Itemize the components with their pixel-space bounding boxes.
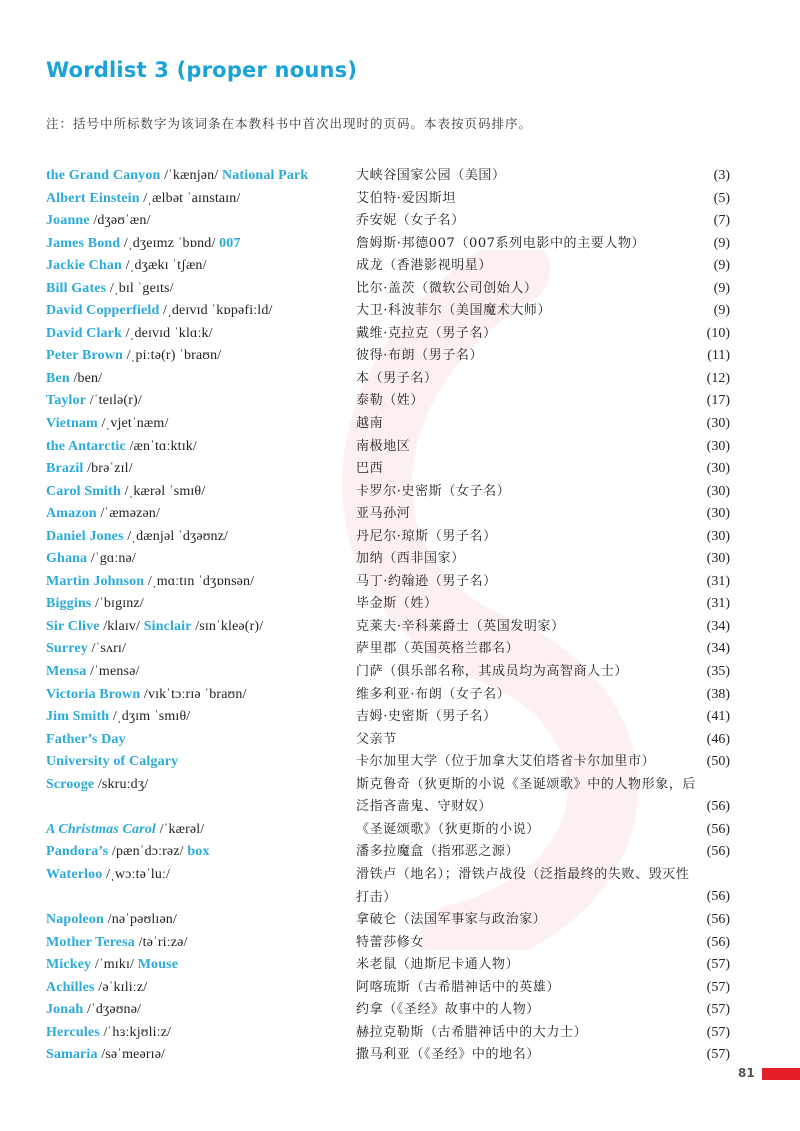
entry-pronunciation: /ˈkærəl/ [155,821,205,837]
entry-term: Amazon [46,506,97,522]
entry-pronunciation: /təˈriːzə/ [134,934,188,950]
entry-english [46,641,126,657]
list-item [0,932,800,955]
entry-page-ref: (9) [713,258,730,274]
entry-english [46,484,205,500]
entry-pronunciation: /ˈteɪlə(r)/ [86,393,142,409]
entry-page-ref: (57) [706,1047,730,1063]
list-item [0,458,800,481]
entry-term: Scrooge [46,776,95,792]
entry-page-ref: (11) [707,348,730,364]
entry-term: National Park [221,168,309,183]
list-item [0,751,800,774]
entry-chinese: 本（男子名） [356,370,438,386]
entry-term: Ben [46,370,70,386]
entry-page-ref: (9) [713,235,730,251]
entry-english [46,844,210,860]
entry-english [46,912,177,928]
page-note: 注：括号中所标数字为该词条在本教科书中首次出现时的页码。本表按页码排序。 [46,116,533,131]
entry-chinese: 维多利亚·布朗（女子名） [356,686,511,702]
entry-chinese: 泰勒（姓） [356,393,425,409]
entry-pronunciation: /ˈhɜːkjʊliːz/ [99,1024,172,1040]
entry-chinese: 巴西 [356,461,384,477]
entry-term: James Bond [46,235,121,251]
entry-term: A Christmas Carol [46,821,156,837]
entry-chinese: 毕金斯（姓） [356,596,438,612]
entry-term: Pandora’s [46,844,109,860]
entry-pronunciation: /vɪkˈtɔːrɪə ˈbraʊn/ [140,686,247,702]
list-item [0,278,800,301]
entry-chinese: 滑铁卢（地名）；滑铁卢战役（泛指最终的失败、毁灭性打击） [356,866,690,905]
list-item [0,774,800,819]
entry-page-ref: (50) [706,754,730,770]
entry-page-ref: (7) [713,213,730,229]
entry-term: Joanne [46,213,90,229]
entry-page-ref: (9) [713,303,730,319]
entry-term: Albert Einstein [46,190,140,206]
entry-english [46,303,273,319]
entry-english [46,664,139,680]
entry-term: Waterloo [46,866,103,882]
entry-chinese: 大卫·科波菲尔（美国魔术大师） [356,303,552,319]
entry-pronunciation: /ˈbɪgɪnz/ [91,596,144,612]
entry-term: Mother Teresa [46,934,135,950]
list-item [0,999,800,1022]
entry-term: 007 [219,235,241,251]
entry-pronunciation: /nəˈpəʊlɪən/ [104,912,177,928]
entry-chinese: 吉姆·史密斯（男子名） [356,709,497,725]
list-item [0,188,800,211]
entry-english [46,529,228,545]
entry-page-ref: (56) [706,799,730,815]
entry-chinese: 詹姆斯·邦德007（007系列电影中的主要人物） [356,235,646,251]
list-item [0,300,800,323]
entry-pronunciation: /sɪnˈkleə(r)/ [191,618,264,634]
entry-english [46,416,168,432]
entry-page-ref: (57) [706,1002,730,1018]
entry-pronunciation: /ænˈtɑːktɪk/ [125,438,197,454]
entry-chinese: 潘多拉魔盒（指邪恶之源） [356,844,520,860]
entry-term: Taylor [46,393,87,409]
entry-term: Jonah [46,1002,84,1018]
entry-english [46,393,142,409]
entry-page-ref: (9) [713,280,730,296]
entry-pronunciation: /klaɪv/ [99,618,144,634]
entry-english [46,439,197,455]
entry-english [46,822,204,838]
entry-page-ref: (30) [706,461,730,477]
list-item [0,390,800,413]
entry-pronunciation: /ˈdʒəʊnə/ [83,1002,142,1018]
entry-pronunciation: /ˈsʌrɪ/ [87,641,127,657]
entry-chinese: 父亲节 [356,731,397,747]
list-item [0,436,800,459]
entry-term: Martin Johnson [46,573,145,589]
entry-chinese: 撒马利亚（《圣经》中的地名） [356,1047,540,1063]
entry-english [46,191,240,207]
entry-term: the Grand Canyon [46,168,161,183]
entry-page-ref: (56) [706,934,730,950]
entry-term: Surrey [46,641,88,657]
entry-chinese: 约拿（《圣经》故事中的人物） [356,1002,540,1018]
entry-term: Daniel Jones [46,528,124,544]
entry-chinese: 卡罗尔·史密斯（女子名） [356,483,511,499]
list-item [0,345,800,368]
entry-pronunciation: /ˌdʒɪm ˈsmɪθ/ [109,709,191,725]
entry-english [46,348,221,364]
list-item [0,819,800,842]
entry-page-ref: (41) [706,709,730,725]
entry-chinese: 克莱夫·辛科莱爵士（英国发明家） [356,618,565,634]
entry-page-ref: (56) [706,889,730,905]
entry-english [46,1047,165,1063]
entry-term: Brazil [46,461,84,477]
entry-pronunciation: /ˈæməzən/ [96,506,160,522]
entry-chinese: 丹尼尔·琼斯（男子名） [356,528,497,544]
entry-english [46,168,308,184]
entry-chinese: 卡尔加里大学（位于加拿大艾伯塔省卡尔加里市） [356,754,656,770]
list-item [0,413,800,436]
list-item [0,706,800,729]
list-item [0,368,800,391]
list-item [0,729,800,752]
list-item [0,977,800,1000]
list-item [0,684,800,707]
entry-english [46,777,148,793]
entry-chinese: 特蕾莎修女 [356,934,425,950]
entry-page-ref: (30) [706,416,730,432]
page-title: Wordlist 3 (proper nouns) [46,58,358,82]
entry-page-ref: (17) [706,393,730,409]
entry-english [46,281,174,297]
entry-term: Sinclair [143,618,192,634]
entry-term: the Antarctic [46,438,126,454]
entry-term: box [187,844,210,860]
entry-chinese: 彼得·布朗（男子名） [356,348,484,364]
list-item [0,210,800,233]
entry-chinese: 艾伯特·爱因斯坦 [356,190,456,206]
entry-term: Ghana [46,551,88,567]
entry-english [46,754,178,770]
list-item [0,841,800,864]
list-item [0,954,800,977]
list-item [0,165,800,188]
entry-english [46,1002,141,1018]
entry-pronunciation: /pænˈdɔːrəz/ [108,844,188,860]
entry-page-ref: (5) [713,190,730,206]
list-item [0,233,800,256]
entry-chinese: 成龙（香港影视明星） [356,258,493,274]
entry-chinese: 戴维·克拉克（男子名） [356,325,497,341]
list-item [0,526,800,549]
entry-term: Biggins [46,596,92,612]
entry-page-ref: (57) [706,957,730,973]
entry-chinese: 拿破仑（法国军事家与政治家） [356,912,547,928]
entry-english [46,1025,171,1041]
entry-page-ref: (3) [713,168,730,183]
entry-chinese: 门萨（俱乐部名称，其成员均为高智商人士） [356,664,629,680]
entry-chinese: 赫拉克勒斯（古希腊神话中的大力士） [356,1024,588,1040]
entry-page-ref: (31) [706,596,730,612]
entry-pronunciation: /ˌwɔːtəˈluː/ [102,866,171,882]
list-item [0,864,800,909]
list-item [0,1022,800,1045]
entry-english [46,551,136,567]
entry-chinese: 马丁·约翰逊（男子名） [356,573,497,589]
entry-page-ref: (34) [706,641,730,657]
entry-pronunciation: /ˌkærəl ˈsmɪθ/ [120,483,206,499]
entry-pronunciation: /ˈgɑːnə/ [87,551,136,567]
entry-page-ref: (56) [706,912,730,928]
entry-page-ref: (30) [706,528,730,544]
entry-chinese: 越南 [356,416,384,432]
entry-chinese: 加纳（西非国家） [356,551,465,567]
entry-english [46,867,170,883]
list-item [0,548,800,571]
entry-pronunciation: /ˌdʒeɪmz ˈbɒnd/ [120,235,220,251]
entry-chinese: 萨里郡（英国英格兰郡名） [356,641,520,657]
entry-english [46,258,207,274]
entry-page-ref: (30) [706,506,730,522]
entry-page-ref: (57) [706,979,730,995]
entry-term: Napoleon [46,912,104,928]
entry-term: Mouse [137,957,179,973]
entry-pronunciation: /əˈkɪliːz/ [94,979,148,995]
entry-pronunciation: /ˈmensə/ [86,664,140,680]
entry-term: Peter Brown [46,348,123,364]
list-item [0,1044,800,1067]
entry-page-ref: (30) [706,438,730,454]
entry-english [46,574,254,590]
list-item [0,638,800,661]
entry-term: Achilles [46,979,95,995]
entry-term: Mickey [46,957,92,973]
entry-english [46,935,188,951]
entry-english [46,461,133,477]
entry-pronunciation: /ˌdʒækɪ ˈtʃæn/ [121,258,207,274]
entry-page-ref: (38) [706,686,730,702]
entry-term: Father’s Day [46,731,126,747]
entry-english [46,709,190,725]
wordlist [0,165,800,1067]
entry-term: Hercules [46,1024,100,1040]
entry-english [46,236,241,252]
entry-chinese: 阿喀琉斯（古希腊神话中的英雄） [356,979,561,995]
entry-page-ref: (30) [706,483,730,499]
entry-pronunciation: /dʒəʊˈæn/ [89,213,151,229]
entry-chinese: 米老鼠（迪斯尼卡通人物） [356,957,520,973]
entry-page-ref: (57) [706,1024,730,1040]
list-item [0,909,800,932]
entry-english [46,213,151,229]
entry-page-ref: (56) [706,844,730,860]
entry-page-ref: (10) [706,325,730,341]
entry-chinese: 比尔·盖茨（微软公司创始人） [356,280,538,296]
entry-english [46,371,102,387]
entry-english [46,957,178,973]
list-item [0,593,800,616]
entry-english [46,732,126,748]
entry-english [46,687,247,703]
entry-term: Bill Gates [46,280,107,296]
entry-term: Victoria Brown [46,686,141,702]
entry-page-ref: (35) [706,664,730,680]
entry-chinese: 大峡谷国家公园（美国） [356,168,506,183]
entry-chinese: 亚马孙河 [356,506,411,522]
entry-pronunciation: /skruːdʒ/ [94,776,149,792]
entry-pronunciation: /ˌdeɪvɪd ˈklɑːk/ [121,325,213,341]
entry-chinese: 斯克鲁奇（狄更斯的小说《圣诞颂歌》中的人物形象，后泛指吝啬鬼、守财奴） [356,776,697,815]
entry-page-ref: (30) [706,551,730,567]
entry-page-ref: (34) [706,618,730,634]
entry-pronunciation: /ˌvjetˈnæm/ [97,416,169,432]
entry-pronunciation: /ˌdænjəl ˈdʒəʊnz/ [123,528,229,544]
entry-pronunciation: /ˌdeɪvɪd ˈkɒpəfiːld/ [159,303,273,319]
list-item [0,503,800,526]
entry-term: David Clark [46,325,122,341]
entry-pronunciation: /ˌpiːtə(r) ˈbraʊn/ [122,348,222,364]
entry-term: Samaria [46,1047,98,1063]
list-item [0,661,800,684]
list-item [0,571,800,594]
entry-term: Sir Clive [46,618,100,634]
entry-term: Jackie Chan [46,258,122,274]
entry-pronunciation: /ˈkænjən/ [160,168,222,183]
entry-chinese: 南极地区 [356,438,411,454]
entry-pronunciation: /səˈmeərɪə/ [97,1047,166,1063]
page-accent-bar [762,1068,800,1080]
entry-term: Carol Smith [46,483,121,499]
entry-pronunciation: /brəˈzɪl/ [83,461,133,477]
entry-term: Vietnam [46,416,98,432]
entry-chinese: 《圣诞颂歌》（狄更斯的小说） [356,821,540,837]
list-item [0,323,800,346]
entry-english [46,326,213,342]
entry-term: Jim Smith [46,709,110,725]
entry-english [46,506,160,522]
entry-chinese: 乔安妮（女子名） [356,213,465,229]
entry-english [46,619,263,635]
page-number: 81 [738,1066,755,1080]
list-item [0,255,800,278]
entry-page-ref: (56) [706,821,730,837]
entry-pronunciation: /ˌbɪl ˈgeɪts/ [106,280,174,296]
entry-english [46,980,147,996]
list-item [0,481,800,504]
entry-page-ref: (46) [706,731,730,747]
entry-term: University of Calgary [46,754,179,770]
entry-english [46,596,144,612]
entry-pronunciation: /ˌælbət ˈaɪnstaɪn/ [139,190,241,206]
list-item [0,616,800,639]
entry-pronunciation: /ˈmɪkɪ/ [91,957,138,973]
entry-term: Mensa [46,664,87,680]
entry-page-ref: (12) [706,370,730,386]
entry-page-ref: (31) [706,573,730,589]
entry-pronunciation: /ˌmɑːtɪn ˈdʒɒnsən/ [144,573,255,589]
entry-pronunciation: /ben/ [69,370,103,386]
entry-term: David Copperfield [46,303,160,319]
